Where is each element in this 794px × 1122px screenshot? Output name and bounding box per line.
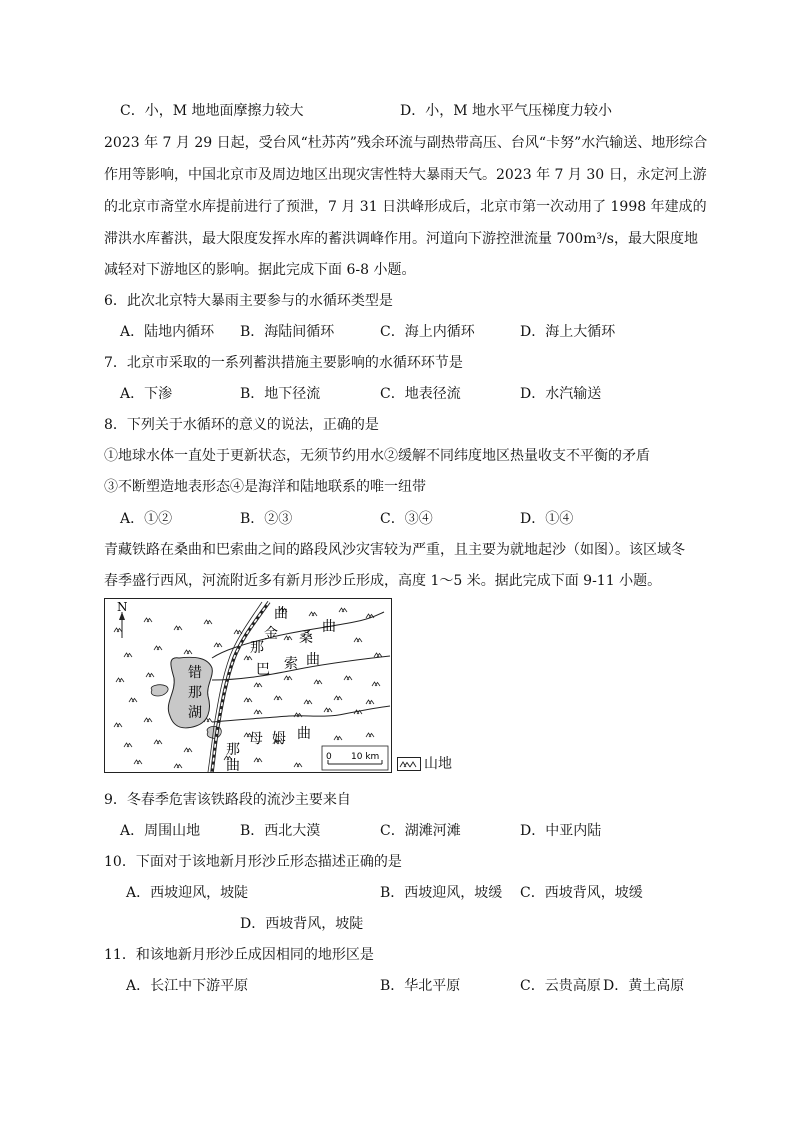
q8-option-a: A．①② bbox=[120, 511, 173, 527]
river-label-sang-qu: 曲 bbox=[322, 619, 336, 635]
passage2-line-2: 春季盛行西风，河流附近多有新月形沙丘形成，高度 1～5 米。据此完成下面 9-11 小题。 bbox=[104, 573, 662, 589]
q5-option-d: D．小，M 地水平气压梯度力较小 bbox=[400, 103, 613, 119]
q6-option-c: C．海上内循环 bbox=[380, 324, 475, 340]
map-legend bbox=[397, 754, 452, 774]
town-label-qu: 曲 bbox=[226, 758, 240, 773]
river-label-mu: 母 bbox=[249, 731, 263, 747]
q7-option-a: A．下渗 bbox=[120, 386, 173, 402]
q10-stem: 10．下面对于该地新月形沙丘形态描述正确的是 bbox=[104, 854, 402, 870]
q11-option-c: C．云贵高原 bbox=[520, 978, 601, 994]
river-label-suo: 索 bbox=[284, 656, 298, 672]
river-label-jin: 金 bbox=[264, 626, 278, 642]
river-label-ba: 巴 bbox=[256, 662, 270, 678]
lake-label-1: 错 bbox=[188, 665, 202, 681]
passage2-line-1: 青藏铁路在桑曲和巴索曲之间的路段风沙灾害较为严重，且主要为就地起沙（如图）。该区域冬 bbox=[104, 542, 685, 558]
q9-stem: 9．冬春季危害该铁路段的流沙主要来自 bbox=[104, 792, 351, 808]
lake-label-3: 湖 bbox=[188, 705, 202, 721]
north-label: N bbox=[117, 600, 128, 614]
q5-option-c: C．小，M 地地面摩擦力较大 bbox=[120, 103, 304, 119]
river-label-mu-qu: 曲 bbox=[297, 726, 311, 742]
q11-stem: 11．和该地新月形沙丘成因相同的地形区是 bbox=[104, 947, 374, 963]
q6-option-d: D．海上大循环 bbox=[520, 324, 616, 340]
scale-10km: 10 km bbox=[351, 752, 380, 762]
river-label-suo-qu: 曲 bbox=[306, 652, 320, 668]
q8-stem: 8．下列关于水循环的意义的说法，正确的是 bbox=[104, 417, 379, 433]
q8-statement-line-1: ①地球水体一直处于更新状态，无须节约用水②缓解不同纬度地区热量收支不平衡的矛盾 bbox=[104, 448, 650, 464]
q10-option-b: B．西坡迎风，坡缓 bbox=[380, 885, 503, 901]
q6-option-b: B．海陆间循环 bbox=[240, 324, 335, 340]
q9-option-b: B．西北大漠 bbox=[240, 823, 321, 839]
q9-option-c: C．湖滩河滩 bbox=[380, 823, 461, 839]
q10-option-a: A．西坡迎风，坡陡 bbox=[126, 885, 249, 901]
q8-option-c: C．③④ bbox=[380, 511, 433, 527]
passage1-line-2: 作用等影响，中国北京市及周边地区出现灾害性特大暴雨天气。2023 年 7 月 30 日，永定河上游 bbox=[104, 167, 707, 183]
q8-option-b: B．②③ bbox=[240, 511, 293, 527]
q11-option-b: B．华北平原 bbox=[380, 978, 461, 994]
q7-option-b: B．地下径流 bbox=[240, 386, 321, 402]
q9-option-d: D．中亚内陆 bbox=[520, 823, 602, 839]
scale-zero: 0 bbox=[326, 752, 332, 762]
passage1-line-1: 2023 年 7 月 29 日起，受台风“杜苏芮”残余环流与副热带高压、台风“卡努”水汽输送、地形综合 bbox=[104, 135, 708, 151]
railway-map bbox=[104, 598, 392, 773]
q10-option-d: D．西坡背风，坡陡 bbox=[240, 916, 364, 932]
q6-option-a: A．陆地内循环 bbox=[120, 324, 215, 340]
river-label-na: 那 bbox=[250, 640, 264, 656]
q11-option-a: A．长江中下游平原 bbox=[126, 978, 249, 994]
q6-stem: 6．此次北京特大暴雨主要参与的水循环类型是 bbox=[104, 293, 393, 309]
river-label-sang: 桑 bbox=[299, 630, 313, 646]
town-label-na: 那 bbox=[226, 742, 240, 758]
q7-option-d: D．水汽输送 bbox=[520, 386, 602, 402]
river-label-qu-top: 曲 bbox=[274, 606, 288, 622]
q8-statement-line-2: ③不断塑造地表形态④是海洋和陆地联系的唯一纽带 bbox=[104, 479, 426, 495]
q9-option-a: A．周围山地 bbox=[120, 823, 201, 839]
mountain-legend-icon bbox=[397, 757, 421, 771]
passage1-line-3: 的北京市斋堂水库提前进行了预泄，7 月 31 日洪峰形成后，北京市第一次动用了 1998 年建成的 bbox=[104, 199, 707, 215]
q7-stem: 7．北京市采取的一系列蓄洪措施主要影响的水循环环节是 bbox=[104, 355, 463, 371]
river-label-mu2: 姆 bbox=[272, 731, 286, 747]
q11-option-d: D．黄土高原 bbox=[603, 978, 685, 994]
passage1-line-4: 滞洪水库蓄洪，最大限度发挥水库的蓄洪调峰作用。河道向下游控泄流量 700m³/s，最大限度地 bbox=[104, 231, 698, 247]
q10-option-c: C．西坡背风，坡缓 bbox=[520, 885, 643, 901]
lake-label-2: 那 bbox=[188, 685, 202, 701]
q7-option-c: C．地表径流 bbox=[380, 386, 461, 402]
legend-label: 山地 bbox=[424, 756, 452, 772]
q8-option-d: D．①④ bbox=[520, 511, 574, 527]
passage1-line-5: 减轻对下游地区的影响。据此完成下面 6-8 小题。 bbox=[104, 262, 416, 278]
